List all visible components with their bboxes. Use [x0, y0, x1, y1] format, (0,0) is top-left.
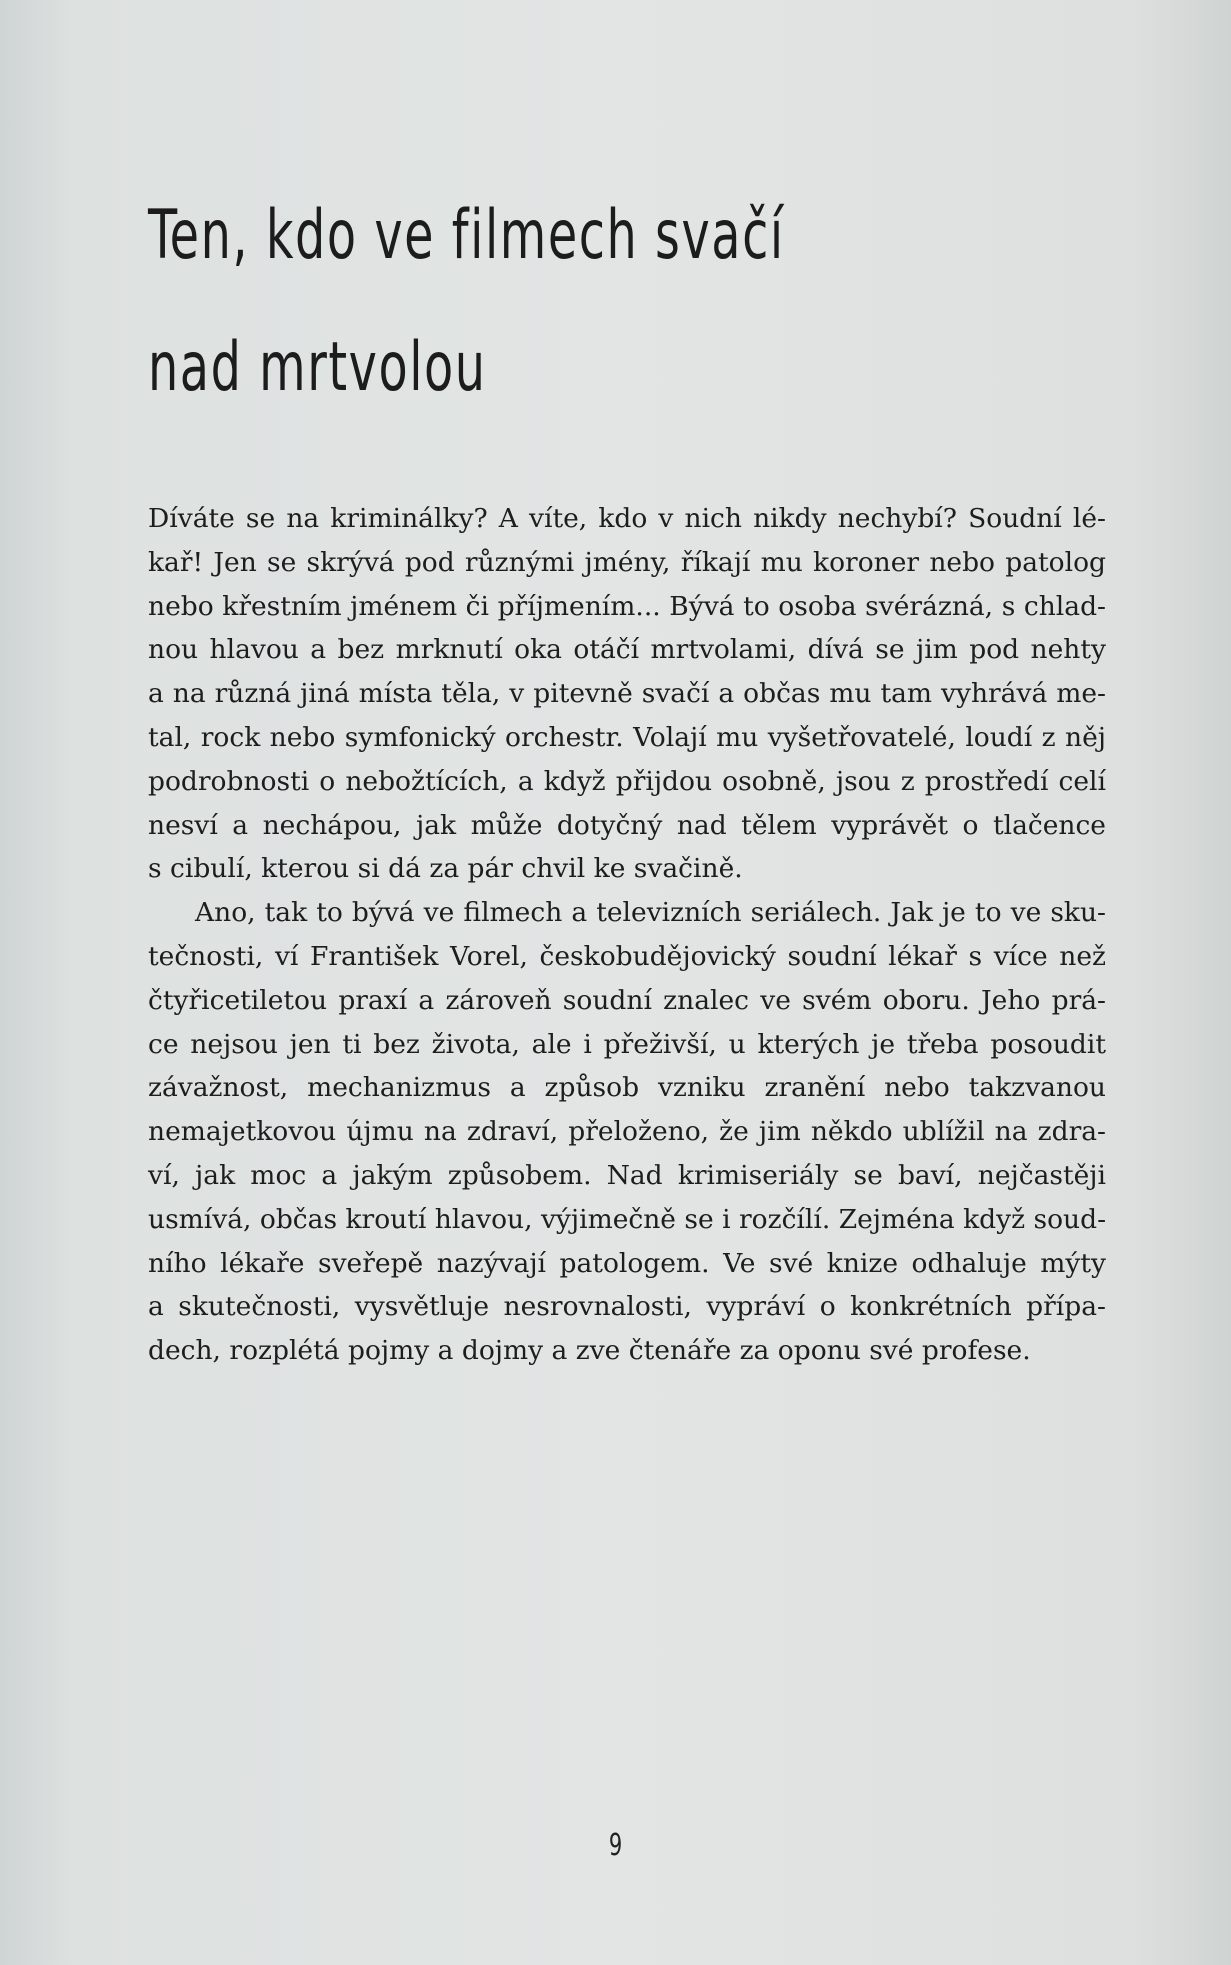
- text-line: čtyřicetiletou praxí a zároveň soudní znalec ve svém oboru. Jeho prá-: [148, 984, 1106, 1016]
- chapter-body: [148, 497, 1106, 1373]
- text-line: Ano, tak to bývá ve filmech a televizních seriálech. Jak je to ve sku-: [195, 897, 1106, 929]
- text-line: ního lékaře sveřepě nazývají patologem. Ve své knize odhaluje mýty: [148, 1247, 1106, 1279]
- text-line: ce nejsou jen ti bez života, ale i přeživší, u kterých je třeba posoudit: [148, 1028, 1106, 1060]
- chapter-title-line-1: Ten, kdo ve filmech svačí: [148, 196, 785, 275]
- page-number: 9: [608, 1828, 623, 1863]
- text-line: nemajetkovou újmu na zdraví, přeloženo, že jim někdo ublížil na zdra-: [148, 1116, 1106, 1148]
- text-line: nou hlavou a bez mrknutí oka otáčí mrtvolami, dívá se jim pod nehty: [148, 634, 1106, 666]
- text-line: a na různá jiná místa těla, v pitevně svačí a občas mu tam vyhrává me-: [148, 678, 1106, 710]
- text-line: usmívá, občas kroutí hlavou, výjimečně se i rozčílí. Zejména když soud-: [148, 1203, 1107, 1235]
- paragraph-1: [148, 497, 1106, 891]
- text-line: tečnosti, ví František Vorel, českobudějovický soudní lékař s více než: [148, 940, 1106, 972]
- text-line: tal, rock nebo symfonický orchestr. Volají mu vyšetřovatelé, loudí z něj: [148, 721, 1106, 753]
- text-line: dech, rozplétá pojmy a dojmy a zve čtenáře za oponu své profese.: [148, 1335, 1031, 1367]
- paragraph-2: [148, 891, 1106, 1373]
- text-line: ví, jak moc a jakým způsobem. Nad krimiseriály se baví, nejčastěji: [148, 1159, 1106, 1191]
- text-line: závažnost, mechanizmus a způsob vzniku zranění nebo takzvanou: [148, 1072, 1106, 1104]
- text-line: nesví a nechápou, jak může dotyčný nad tělem vyprávět o tlačence: [148, 809, 1106, 841]
- chapter-title: [148, 170, 881, 434]
- text-line: kař! Jen se skrývá pod různými jmény, říkají mu koroner nebo patolog: [148, 546, 1106, 578]
- text-line: Díváte se na kriminálky? A víte, kdo v nich nikdy nechybí? Soudní lé-: [148, 503, 1106, 534]
- text-line: nebo křestním jménem či příjmením... Bývá to osoba svérázná, s chlad-: [148, 590, 1106, 622]
- chapter-title-line-2: nad mrtvolou: [148, 328, 487, 407]
- text-line: s cibulí, kterou si dá za pár chvil ke svačině.: [148, 853, 743, 885]
- text-line: podrobnosti o nebožtících, a když přijdou osobně, jsou z prostředí celí: [148, 765, 1106, 797]
- text-line: a skutečnosti, vysvětluje nesrovnalosti, vypráví o konkrétních přípa-: [148, 1291, 1106, 1323]
